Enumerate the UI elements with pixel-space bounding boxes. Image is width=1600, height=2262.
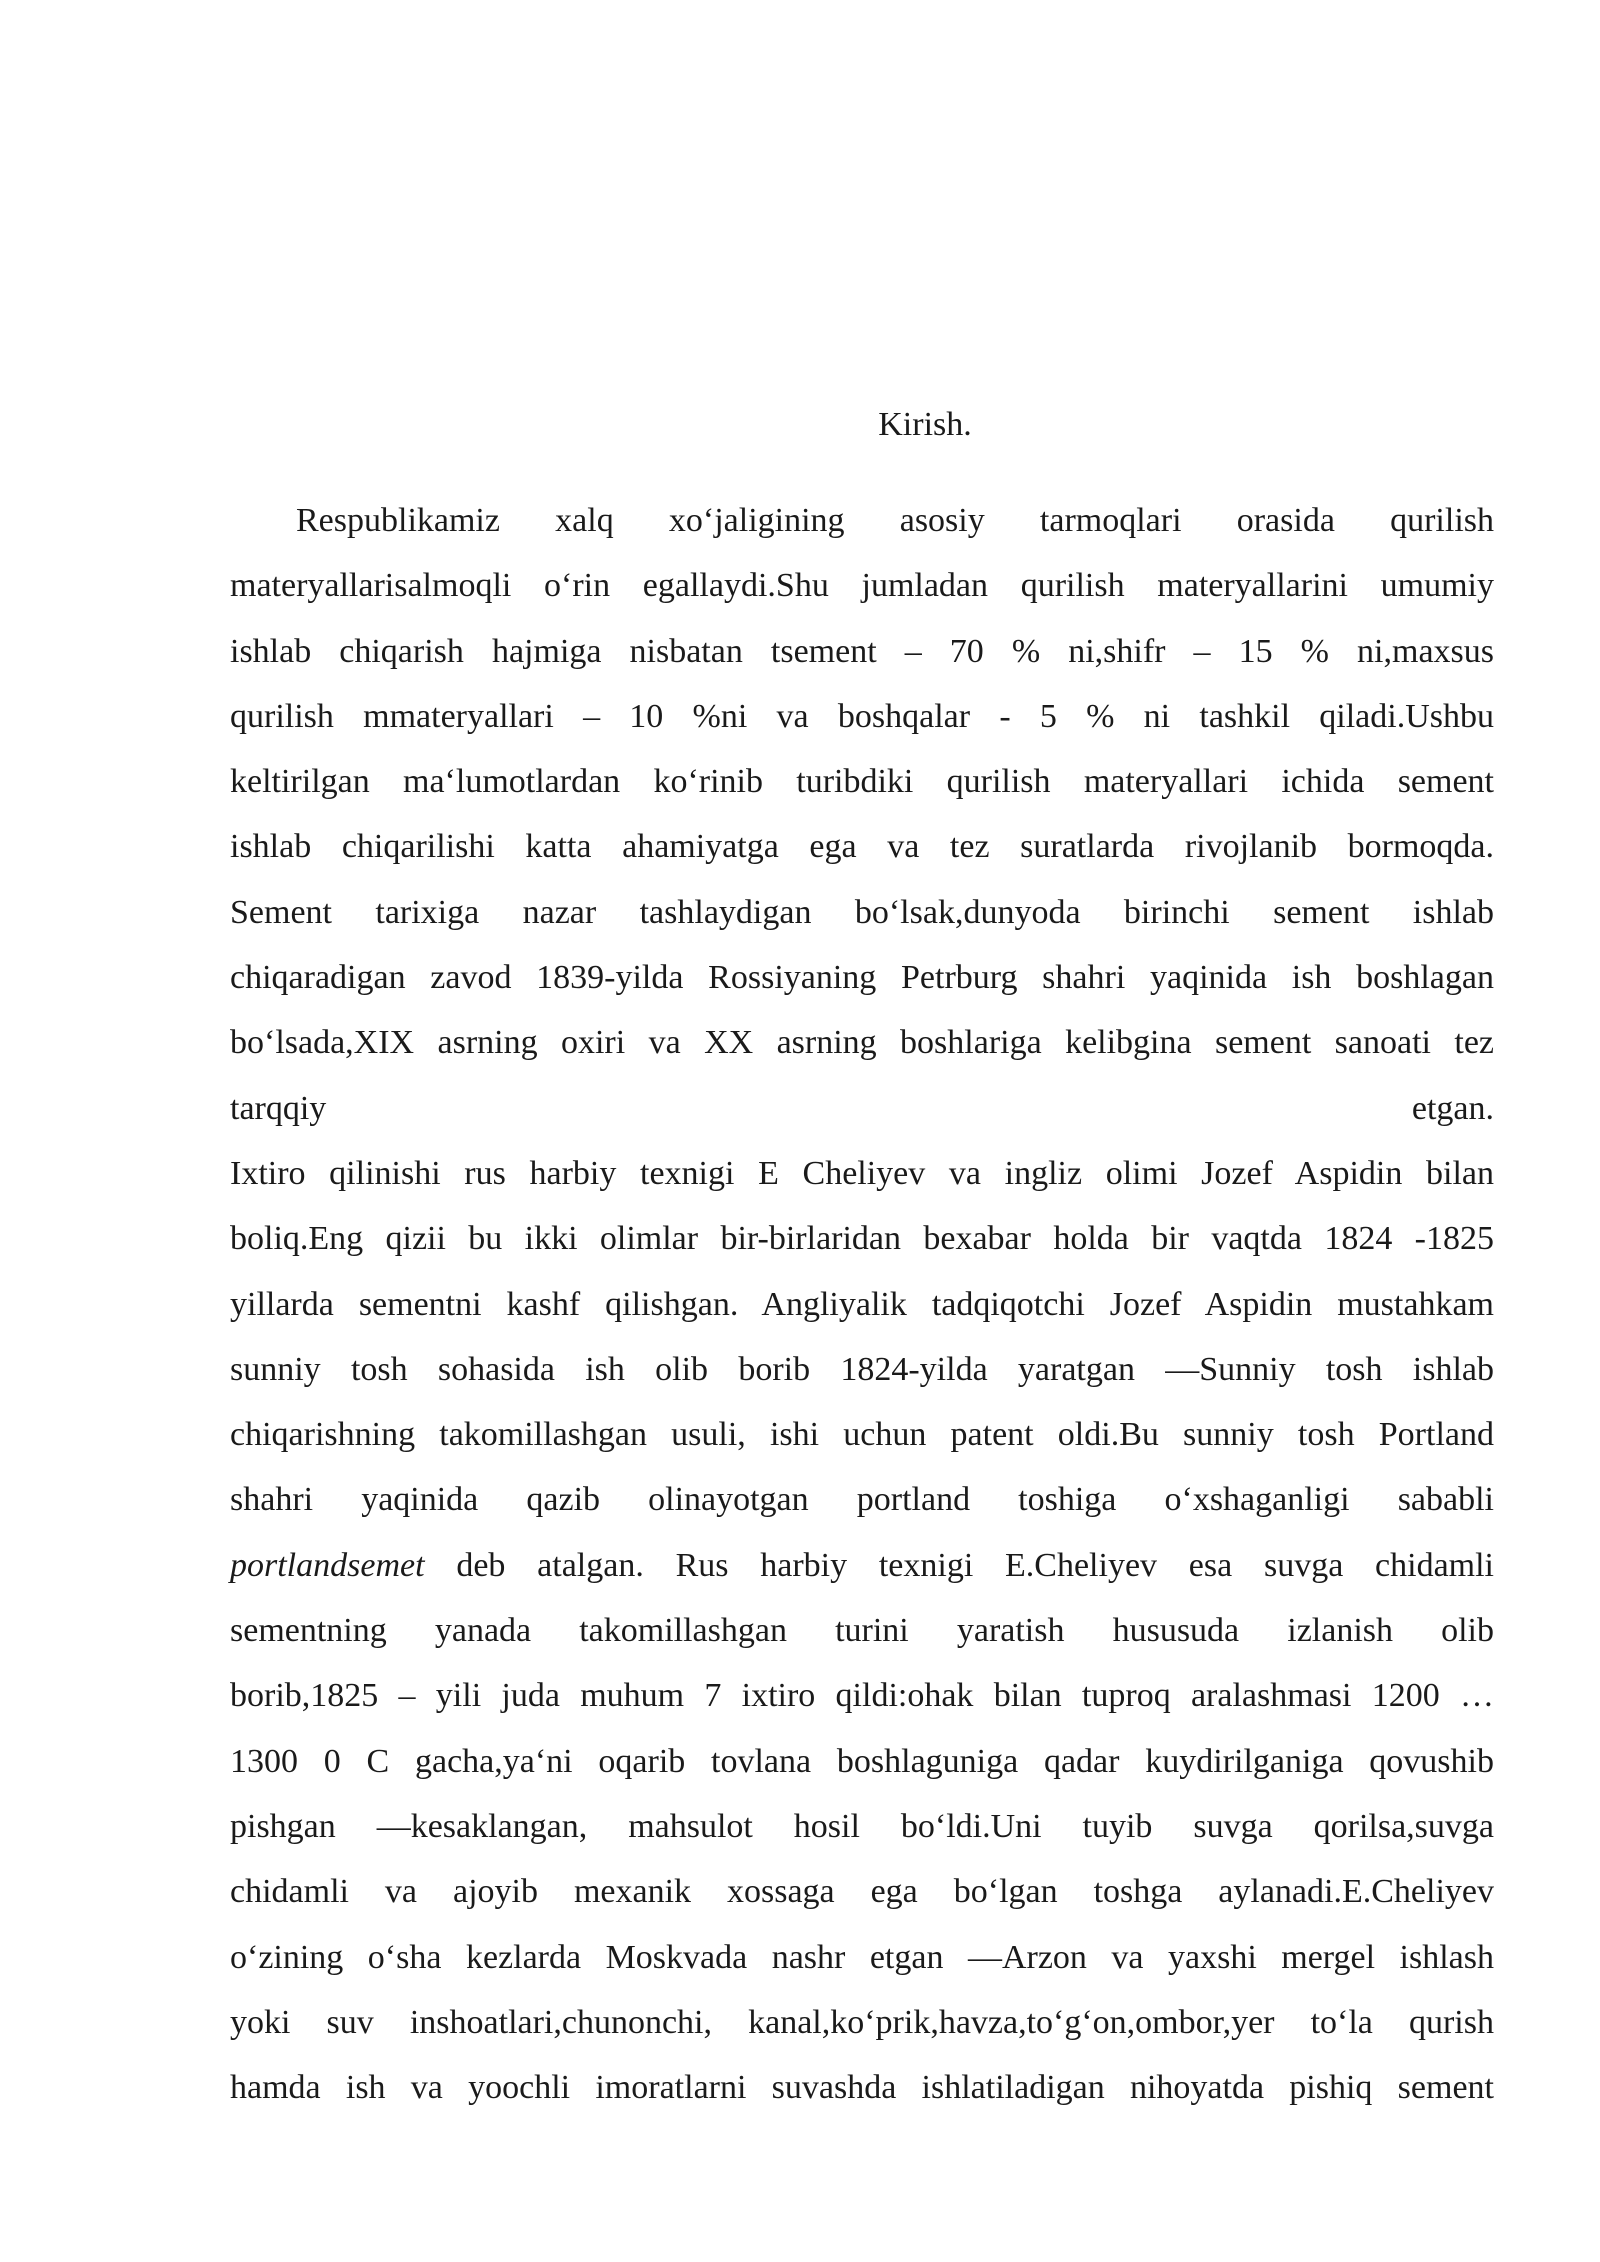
text-line: pishgan ―kesaklangan, mahsulot hosil bo‘ldi.Uni tuyib suvga qorilsa,suvga <box>230 1807 1494 1845</box>
text-line: sunniy tosh sohasida ish olib borib 1824-yilda yaratgan ―Sunniy tosh ishlab <box>230 1350 1494 1388</box>
text-line: Respublikamiz xalq xo‘jaligining asosiy tarmoqlari orasida qurilish <box>296 502 1494 539</box>
text-line: keltirilgan ma‘lumotlardan ko‘rinib turibdiki qurilish materyallari ichida sement <box>230 763 1494 801</box>
text-line: borib,1825 – yili juda muhum 7 ixtiro qildi:ohak bilan tuproq aralashmasi 1200 … <box>230 1677 1494 1715</box>
text-line: chidamli va ajoyib mexanik xossaga ega bo‘lgan toshga aylanadi.E.Cheliyev <box>230 1873 1494 1911</box>
text-line: yillarda sementni kashf qilishgan. Angliyalik tadqiqotchi Jozef Aspidin mustahkam <box>230 1285 1494 1323</box>
text-line: ishlab chiqarilishi katta ahamiyatga ega va tez suratlarda rivojlanib bormoqda. <box>230 828 1494 866</box>
text-line: tarqqiy etgan. <box>230 1089 1494 1127</box>
text-line: o‘zining o‘sha kezlarda Moskvada nashr etgan ―Arzon va yaxshi mergel ishlash <box>230 1938 1494 1976</box>
text-line: hamda ish va yoochli imoratlarni suvashda ishlatiladigan nihoyatda pishiq sement <box>230 2069 1494 2107</box>
text-line: materyallarisalmoqli o‘rin egallaydi.Shu jumladan qurilish materyallarini umumiy <box>230 567 1494 605</box>
text-line: sementning yanada takomillashgan turini yaratish hususuda izlanish olib <box>230 1612 1494 1650</box>
text-line: boliq.Eng qizii bu ikki olimlar bir-birlaridan bexabar holda bir vaqtda 1824 -1825 <box>230 1220 1494 1258</box>
text-line: shahri yaqinida qazib olinayotgan portland toshiga o‘xshaganligi sababli <box>230 1481 1494 1519</box>
text-line-rest: deb atalgan. Rus harbiy texnigi E.Cheliyev esa suvga chidamli <box>456 1546 1495 1584</box>
text-line-with-italic <box>230 1533 1494 1598</box>
italic-term: portlandsemet <box>230 1546 425 1584</box>
text-line: yoki suv inshoatlari,chunonchi, kanal,ko‘prik,havza,to‘g‘on,ombor,yer to‘la qurish <box>230 2003 1494 2041</box>
body-text <box>230 488 1494 2120</box>
page-title: Kirish. <box>878 406 972 443</box>
text-line: qurilish mmateryallari – 10 %ni va boshqalar - 5 % ni tashkil qiladi.Ushbu <box>230 697 1494 735</box>
text-line: 1300 0 C gacha,ya‘ni oqarib tovlana boshlaguniga qadar kuydirilganiga qovushib <box>230 1742 1494 1780</box>
text-line: chiqaradigan zavod 1839-yilda Rossiyaning Petrburg shahri yaqinida ish boshlagan <box>230 959 1494 997</box>
text-line: bo‘lsada,XIX asrning oxiri va XX asrning boshlariga kelibgina sement sanoati tez <box>230 1024 1494 1062</box>
text-line: Sement tarixiga nazar tashlaydigan bo‘lsak,dunyoda birinchi sement ishlab <box>230 893 1494 931</box>
text-line: Ixtiro qilinishi rus harbiy texnigi E Cheliyev va ingliz olimi Jozef Aspidin bilan <box>230 1154 1494 1192</box>
text-line: chiqarishning takomillashgan usuli, ishi uchun patent oldi.Bu sunniy tosh Portland <box>230 1416 1494 1454</box>
text-line: ishlab chiqarish hajmiga nisbatan tsement – 70 % ni,shifr – 15 % ni,maxsus <box>230 632 1494 670</box>
